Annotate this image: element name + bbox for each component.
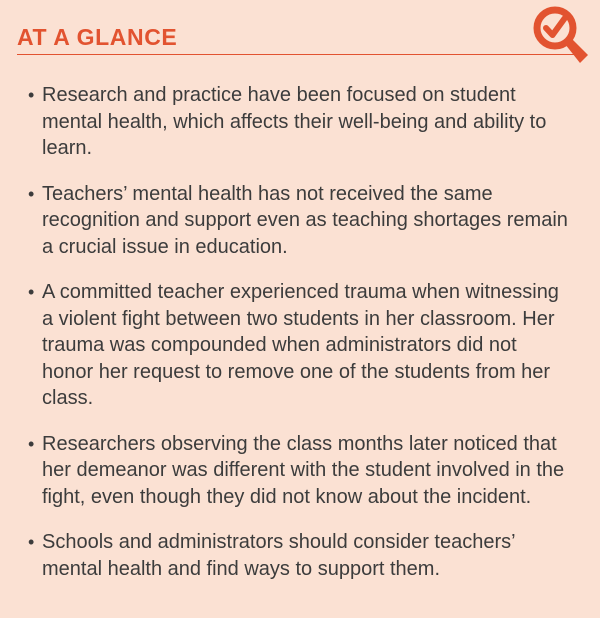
list-item: [28, 279, 570, 412]
bullet-icon: •: [28, 85, 35, 105]
bullet-icon: •: [28, 282, 35, 302]
page-title: AT A GLANCE: [17, 24, 178, 50]
list-item-text: Research and practice have been focused on student mental health, which affects their well-being and ability to learn.: [42, 84, 547, 159]
list-item: [28, 431, 570, 511]
bullet-icon: •: [28, 433, 35, 454]
magnifier-check-icon: [528, 2, 596, 70]
bullet-icon: •: [28, 532, 35, 552]
list-item: [28, 529, 570, 582]
list-item-text: Researchers observing the class months later noticed that her demeanor was different with the student involved in the fight, even though they did not know about the incident.: [42, 432, 565, 508]
list-item-text: Teachers’ mental health has not received the same recognition and support even as teaching shortages remain a crucial issue in education.: [42, 182, 568, 258]
list-item: [28, 82, 570, 162]
summary-bullet-list: [28, 82, 570, 601]
list-item-text: Schools and administrators should consider teachers’ mental health and find ways to support them.: [42, 531, 515, 580]
list-item: [28, 181, 570, 261]
bullet-icon: •: [28, 183, 35, 204]
header-divider: [17, 54, 577, 55]
list-item-text: A committed teacher experienced trauma when witnessing a violent fight between two students in her classroom. Her trauma was compounded when administrators did not honor her request to remove one of the students from her class.: [42, 281, 559, 409]
